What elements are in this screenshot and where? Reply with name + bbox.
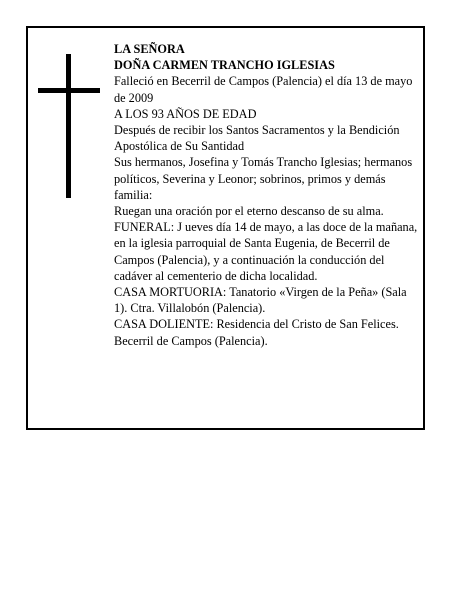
casa-doliente: CASA DOLIENTE: Residencia del Cristo de San Felices. Becerril de Campos (Palencia). xyxy=(114,317,399,348)
notice-heading: LA SEÑORA xyxy=(114,42,185,56)
cross-vertical-bar xyxy=(66,54,71,198)
prayer-request: Ruegan una oración por el eterno descanso de su alma. xyxy=(114,204,384,219)
sacraments-line: Después de recibir los Santos Sacramentos y la Bendición Apostólica de Su Santidad xyxy=(114,123,400,154)
obituary-notice xyxy=(26,26,425,430)
notice-text xyxy=(114,41,420,349)
family-line: Sus hermanos, Josefina y Tomás Trancho Iglesias; hermanos políticos, Severina y Leonor; sobrinos, primos y demás familia: xyxy=(114,155,413,202)
deceased-name: DOÑA CARMEN TRANCHO IGLESIAS xyxy=(114,58,335,73)
age-line: A LOS 93 AÑOS DE EDAD xyxy=(114,106,257,121)
death-info: Falleció en Becerril de Campos (Palencia) el día 13 de mayo de 2009 xyxy=(114,74,413,105)
casa-mortuoria: CASA MORTUORIA: Tanatorio «Virgen de la Peña» (Sala 1). Ctra. Villalobón (Palencia). xyxy=(114,285,407,316)
funeral-info: FUNERAL: J ueves día 14 de mayo, a las doce de la mañana, en la iglesia parroquial de Santa Eugenia, de Becerril de Campos (Palencia), y a continuación la conducción del cadáver al cementerio de dicha localidad. xyxy=(114,220,418,283)
cross-horizontal-bar xyxy=(38,88,100,93)
cross-icon xyxy=(38,54,100,198)
